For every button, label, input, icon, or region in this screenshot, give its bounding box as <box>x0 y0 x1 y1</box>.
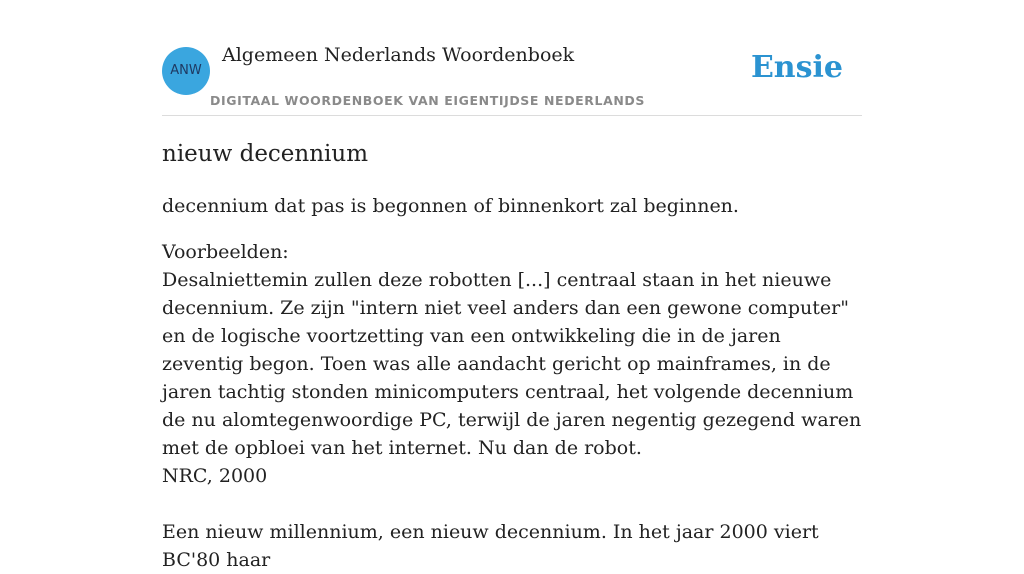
example-text: Een nieuw millennium, een nieuw decennium. In het jaar 2000 viert BC'80 haar <box>162 521 819 571</box>
entry-content <box>162 138 862 574</box>
example-text: Desalniettemin zullen deze robotten [...] centraal staan in het nieuwe decennium. Ze zijn "intern niet veel anders dan een gewone computer" en de logische voortzetting van een ontwikkeling die in de jaren zeventig begon. Toen was alle aandacht gericht op mainframes, in de jaren tachtig stonden minicomputers centraal, het volgende decennium de nu alomtegenwoordige PC, terwijl de jaren negentig gezegend waren met de opbloei van het internet. Nu dan de robot. <box>162 269 862 459</box>
site-subtitle: DIGITAAL WOORDENBOEK VAN EIGENTIJDSE NEDERLANDS <box>210 93 646 108</box>
site-title[interactable]: Algemeen Nederlands Woordenboek <box>222 44 575 66</box>
examples-section <box>162 238 862 574</box>
example-source: NRC, 2000 <box>162 465 268 487</box>
entry-definition: decennium dat pas is begonnen of binnenkort zal beginnen. <box>162 195 739 217</box>
ensie-brand-link[interactable]: Ensie <box>750 50 843 85</box>
site-header <box>162 0 862 116</box>
entry-title: nieuw decennium <box>162 141 369 167</box>
example-separator <box>162 490 862 518</box>
anw-logo[interactable]: ANW <box>162 47 210 95</box>
examples-label: Voorbeelden: <box>162 241 289 263</box>
